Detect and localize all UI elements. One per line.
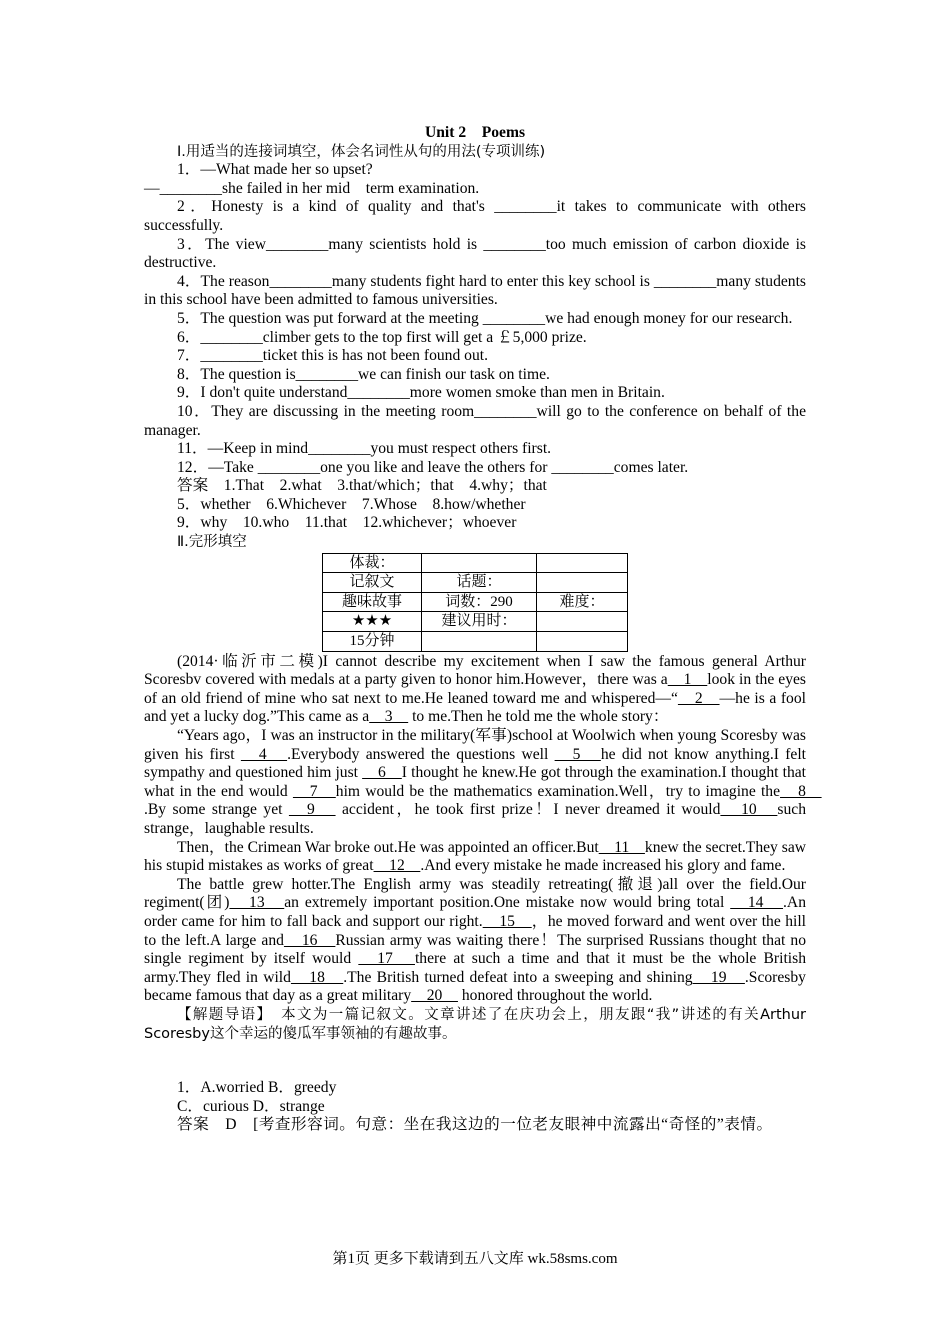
answer-explanation: 答案 D [考查形容词。句意：坐在我这边的一位老友眼神中流露出“奇怪的”表情。 <box>177 1116 773 1134</box>
passage-text: look in the eyes of an old friend of mine who sat next to me.He leaned toward me and whispered—“ <box>144 671 807 707</box>
question-7: 7．________ticket this is has not been found out. <box>177 347 488 365</box>
page-title: Unit 2 Poems <box>424 124 526 141</box>
passage-text: —he is a fool and yet a lucky dog.”This came as a <box>144 689 806 726</box>
blank-10: 10 <box>720 801 778 819</box>
blank-4: 4 <box>240 745 288 763</box>
passage-paragraph-2 <box>144 727 822 839</box>
passage-text: “Years ago，I was an instructor in the military(军事)school at Woolwich when young Scoresby was given his first <box>144 727 806 763</box>
table-row <box>323 612 628 632</box>
table-cell: 建议用时： <box>422 612 537 632</box>
option-line-1: 1．A.worried B．greedy <box>177 1079 337 1097</box>
question-9: 9．I don't quite understand________more women smoke than men in Britain. <box>177 384 665 402</box>
table-cell <box>537 573 628 593</box>
passage-paragraph-3 <box>144 839 806 876</box>
page-footer: 第1页 更多下载请到五八文库 wk.58sms.com <box>332 1251 618 1267</box>
spacer <box>144 1043 806 1079</box>
question-6: 6．________climber gets to the top first will get a ￡5,000 prize. <box>177 328 587 346</box>
table-cell: 15分钟 <box>323 632 422 652</box>
blank-18: 18 <box>290 968 344 986</box>
guide-note: 【解题导语】 本文为一篇记叙文。文章讲述了在庆功会上，朋友跟“我”讲述的有关Arthur Scoresby这个幸运的傻瓜军事领袖的有趣故事。 <box>144 1006 806 1042</box>
passage-text: .Scoresby became famous that day as a great military <box>144 968 806 1005</box>
table-cell: 难度： <box>537 592 628 612</box>
section1-heading: Ⅰ.用适当的连接词填空，体会名词性从句的用法(专项训练) <box>177 143 546 160</box>
answer-line-2: 5．whether 6.Whichever 7.Whose 8.how/whether <box>177 495 526 513</box>
passage-text: honored throughout the world. <box>457 987 653 1005</box>
table-cell <box>537 632 628 652</box>
blank-8: 8 <box>780 782 822 800</box>
option-line-2: C．curious D．strange <box>177 1097 325 1115</box>
table-cell <box>537 553 628 573</box>
question-11: 11．—Keep in mind________you must respect others first. <box>177 440 552 458</box>
question-10: 10．They are discussing in the meeting room________will go to the conference on behalf of the manager. <box>144 402 806 439</box>
passage-text: .And every mistake he made increased his glory and fame. <box>420 857 786 875</box>
blank-6: 6 <box>362 764 402 782</box>
passage-text: he did not know anything.I felt sympathy and questioned him just <box>144 745 806 782</box>
passage-text: knew the secret.They saw his stupid mistakes as works of great <box>144 838 806 875</box>
blank-2: 2 <box>677 689 720 707</box>
table-cell: 话题： <box>422 573 537 593</box>
table-row <box>323 592 628 612</box>
table-row <box>323 553 628 573</box>
blank-14: 14 <box>730 894 784 912</box>
passage-text: ，he moved forward and went over the hill to the left.A large and <box>144 912 806 949</box>
passage-text: Russian army was waiting there！The surprised Russians thought that no single regiment by itself would <box>144 931 806 968</box>
passage-text: The battle grew hotter.The English army was steadily retreating(撤退)all over the field.Our regiment(团) <box>144 875 806 912</box>
document-body <box>144 124 822 1135</box>
passage-info-table <box>322 553 628 652</box>
question-8: 8．The question is________we can finish our task on time. <box>177 365 550 383</box>
passage-text: an extremely important position.One mistake now would bring total <box>284 894 731 912</box>
passage-text: .An order came for him to fall back and support our right. <box>144 894 806 930</box>
question-1b: —________she failed in her mid term examination. <box>144 179 480 197</box>
passage-text: accident，he took first prize！I never dreamed it would <box>335 801 721 819</box>
table-cell: 趣味故事 <box>323 592 422 612</box>
question-2: 2．Honesty is a kind of quality and that's ________it takes to communicate with others successfully. <box>144 198 806 234</box>
passage-text: (2014·临沂市二模)I cannot describe my excitement when I saw the famous general Arthur Scoresbv covered with medals at a party given to honor him.However，there was a <box>144 652 806 689</box>
passage-text: .The British turned defeat into a sweeping and shining <box>343 968 693 986</box>
passage-text: there at such a time and that it must be the whole British army.They fled in wild <box>144 950 806 986</box>
question-3: 3．The view________many scientists hold is ________too much emission of carbon dioxide is destructive. <box>144 235 806 272</box>
question-1a: 1．—What made her so upset? <box>177 161 373 179</box>
blank-13: 13 <box>229 894 285 912</box>
blank-9: 9 <box>288 801 336 819</box>
blank-7: 7 <box>292 782 336 800</box>
blank-3: 3 <box>369 708 409 726</box>
table-cell <box>422 632 537 652</box>
passage-paragraph-1 <box>144 653 806 727</box>
blank-5: 5 <box>554 745 601 763</box>
question-4: 4．The reason________many students fight hard to enter this key school is ________many students in this school have been admitted to famous universities. <box>144 272 806 309</box>
blank-12: 12 <box>373 857 421 875</box>
passage-text: Then，the Crimean War broke out.He was appointed an officer.But <box>177 838 599 856</box>
passage-text: him would be the mathematics examination.Well，try to imagine the <box>335 782 781 800</box>
passage-paragraph-4 <box>144 876 806 1006</box>
blank-15: 15 <box>482 912 532 930</box>
blank-11: 11 <box>598 838 645 856</box>
question-12: 12．—Take ________one you like and leave the others for ________comes later. <box>177 458 689 476</box>
blank-17: 17 <box>358 950 415 968</box>
answer-line-1: 答案 1.That 2.what 3.that/which；that 4.why；that <box>177 477 547 495</box>
passage-text: to me.Then he told me the whole story： <box>408 708 669 726</box>
table-cell <box>537 612 628 632</box>
blank-16: 16 <box>283 931 336 949</box>
table-cell: 体裁： <box>323 553 422 573</box>
blank-20: 20 <box>411 987 458 1005</box>
answer-line-3: 9．why 10.who 11.that 12.whichever；whoever <box>177 514 517 532</box>
section2-heading: Ⅱ.完形填空 <box>177 534 247 551</box>
table-cell <box>422 553 537 573</box>
question-5: 5．The question was put forward at the meeting ________we had enough money for our research. <box>177 309 793 327</box>
passage-text: I thought he knew.He got through the examination.I thought that what in the end would <box>144 764 806 800</box>
blank-19: 19 <box>692 968 745 986</box>
passage-text: .By some strange yet <box>144 801 289 819</box>
blank-1: 1 <box>667 671 708 689</box>
passage-text: .Everybody answered the questions well <box>287 745 555 763</box>
table-cell: ★★★ <box>323 612 422 632</box>
passage-text: such strange，laughable results. <box>144 801 806 837</box>
table-cell: 记叙文 <box>323 573 422 593</box>
table-row <box>323 632 628 652</box>
table-cell: 词数：290 <box>422 592 537 612</box>
table-row <box>323 573 628 593</box>
